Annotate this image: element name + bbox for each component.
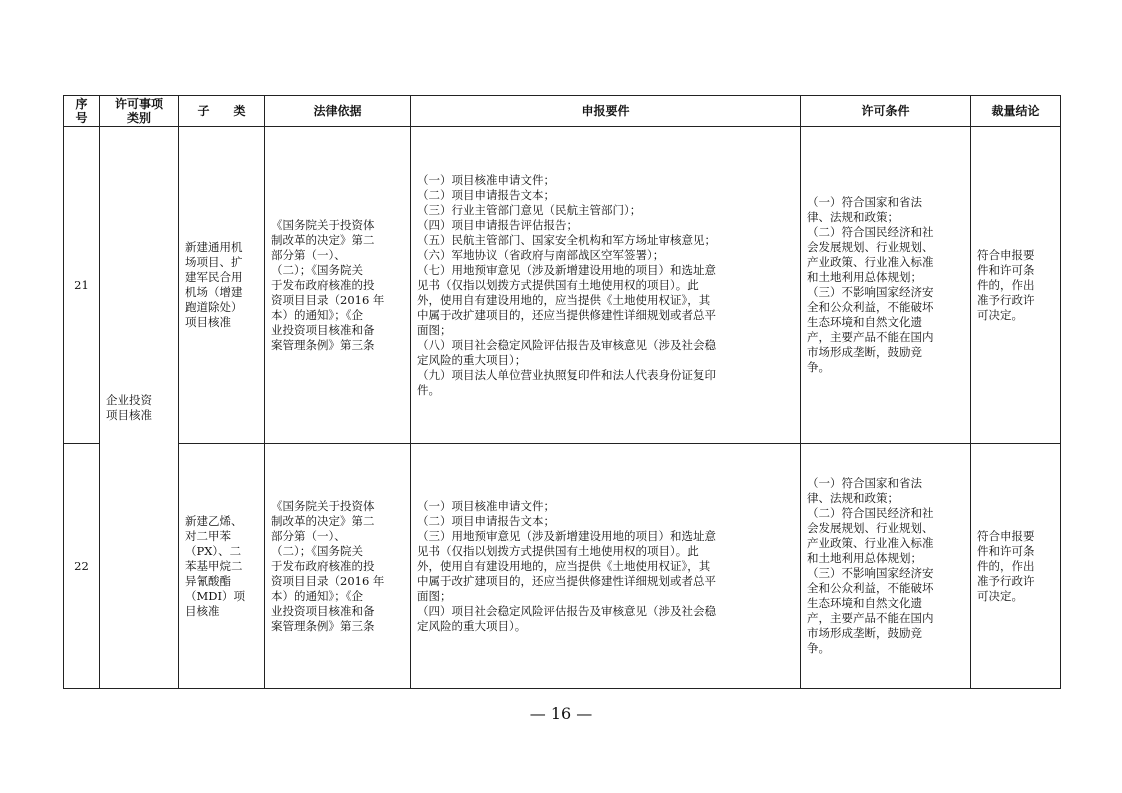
row-conclusion: 符合申报要 件和许可条 件的，作出 准予行政许 可决定。	[971, 127, 1061, 444]
permit-table	[63, 95, 1061, 689]
row-seq: 22	[64, 444, 100, 689]
table-row	[64, 127, 1061, 444]
row-requirements: （一）项目核准申请文件； （二）项目申请报告文本； （三）行业主管部门意见（民航主管部门）； （四）项目申请报告评估报告； （五）民航主管部门、国家安全机构和军方场址审核意见； （六）军地协议（省政府与南部战区空军签署）； （七）用地预审意见（涉及新增建设用地的项目）和选址意 见书（仅指以划拨方式提供国有土地使用权的项目）。此 外，使用自有建设用地的，应当提供《土地使用权证》，其 中属于改扩建项目的，还应当提供修建性详细规划或者总平 面图； （八）项目社会稳定风险评估报告及审核意见（涉及社会稳 定风险的重大项目）； （九）项目法人单位营业执照复印件和法人代表身份证复印 件。	[411, 127, 801, 444]
table-row	[64, 444, 1061, 689]
header-legal-basis: 法律依据	[265, 96, 411, 127]
row-legal-basis: 《国务院关于投资体 制改革的决定》第二 部分第（一）、 （二）；《国务院关 于发布政府核准的投 资项目目录（2016 年 本）的通知》；《企 业投资项目核准和备 案管理条例》第三条	[265, 444, 411, 689]
page-number: — 16 —	[529, 704, 593, 723]
header-row	[64, 96, 1061, 127]
header-category: 许可事项 类别	[100, 96, 179, 127]
row-conditions: （一）符合国家和省法 律、法规和政策； （二）符合国民经济和社 会发展规划、行业规划、 产业政策、行业准入标准 和土地利用总体规划； （三）不影响国家经济安 全和公众利益，不能破坏 生态环境和自然文化遗 产，主要产品不能在国内 市场形成垄断，鼓励竞 争。	[801, 127, 971, 444]
row-requirements: （一）项目核准申请文件； （二）项目申请报告文本； （三）用地预审意见（涉及新增建设用地的项目）和选址意 见书（仅指以划拨方式提供国有土地使用权的项目）。此 外，使用自有建设用地的，应当提供《土地使用权证》，其 中属于改扩建项目的，还应当提供修建性详细规划或者总平 面图； （四）项目社会稳定风险评估报告及审核意见（涉及社会稳 定风险的重大项目）。	[411, 444, 801, 689]
header-seq: 序 号	[64, 96, 100, 127]
header-requirements: 申报要件	[411, 96, 801, 127]
row-seq: 21	[64, 127, 100, 444]
row-subcategory: 新建乙烯、 对二甲苯 （PX）、二 苯基甲烷二 异氰酸酯 （MDI）项 目核准	[179, 444, 265, 689]
header-conditions: 许可条件	[801, 96, 971, 127]
row-legal-basis: 《国务院关于投资体 制改革的决定》第二 部分第（一）、 （二）；《国务院关 于发布政府核准的投 资项目目录（2016 年 本）的通知》；《企 业投资项目核准和备 案管理条例》第三条	[265, 127, 411, 444]
category-cell: 企业投资 项目核准	[100, 127, 179, 689]
row-conditions: （一）符合国家和省法 律、法规和政策； （二）符合国民经济和社 会发展规划、行业规划、 产业政策、行业准入标准 和土地利用总体规划； （三）不影响国家经济安 全和公众利益，不能破坏 生态环境和自然文化遗 产，主要产品不能在国内 市场形成垄断，鼓励竞 争。	[801, 444, 971, 689]
row-subcategory: 新建通用机 场项目、扩 建军民合用 机场（增建 跑道除处） 项目核准	[179, 127, 265, 444]
header-conclusion: 裁量结论	[971, 96, 1061, 127]
header-subcategory: 子 类	[179, 96, 265, 127]
row-conclusion: 符合申报要 件和许可条 件的，作出 准予行政许 可决定。	[971, 444, 1061, 689]
